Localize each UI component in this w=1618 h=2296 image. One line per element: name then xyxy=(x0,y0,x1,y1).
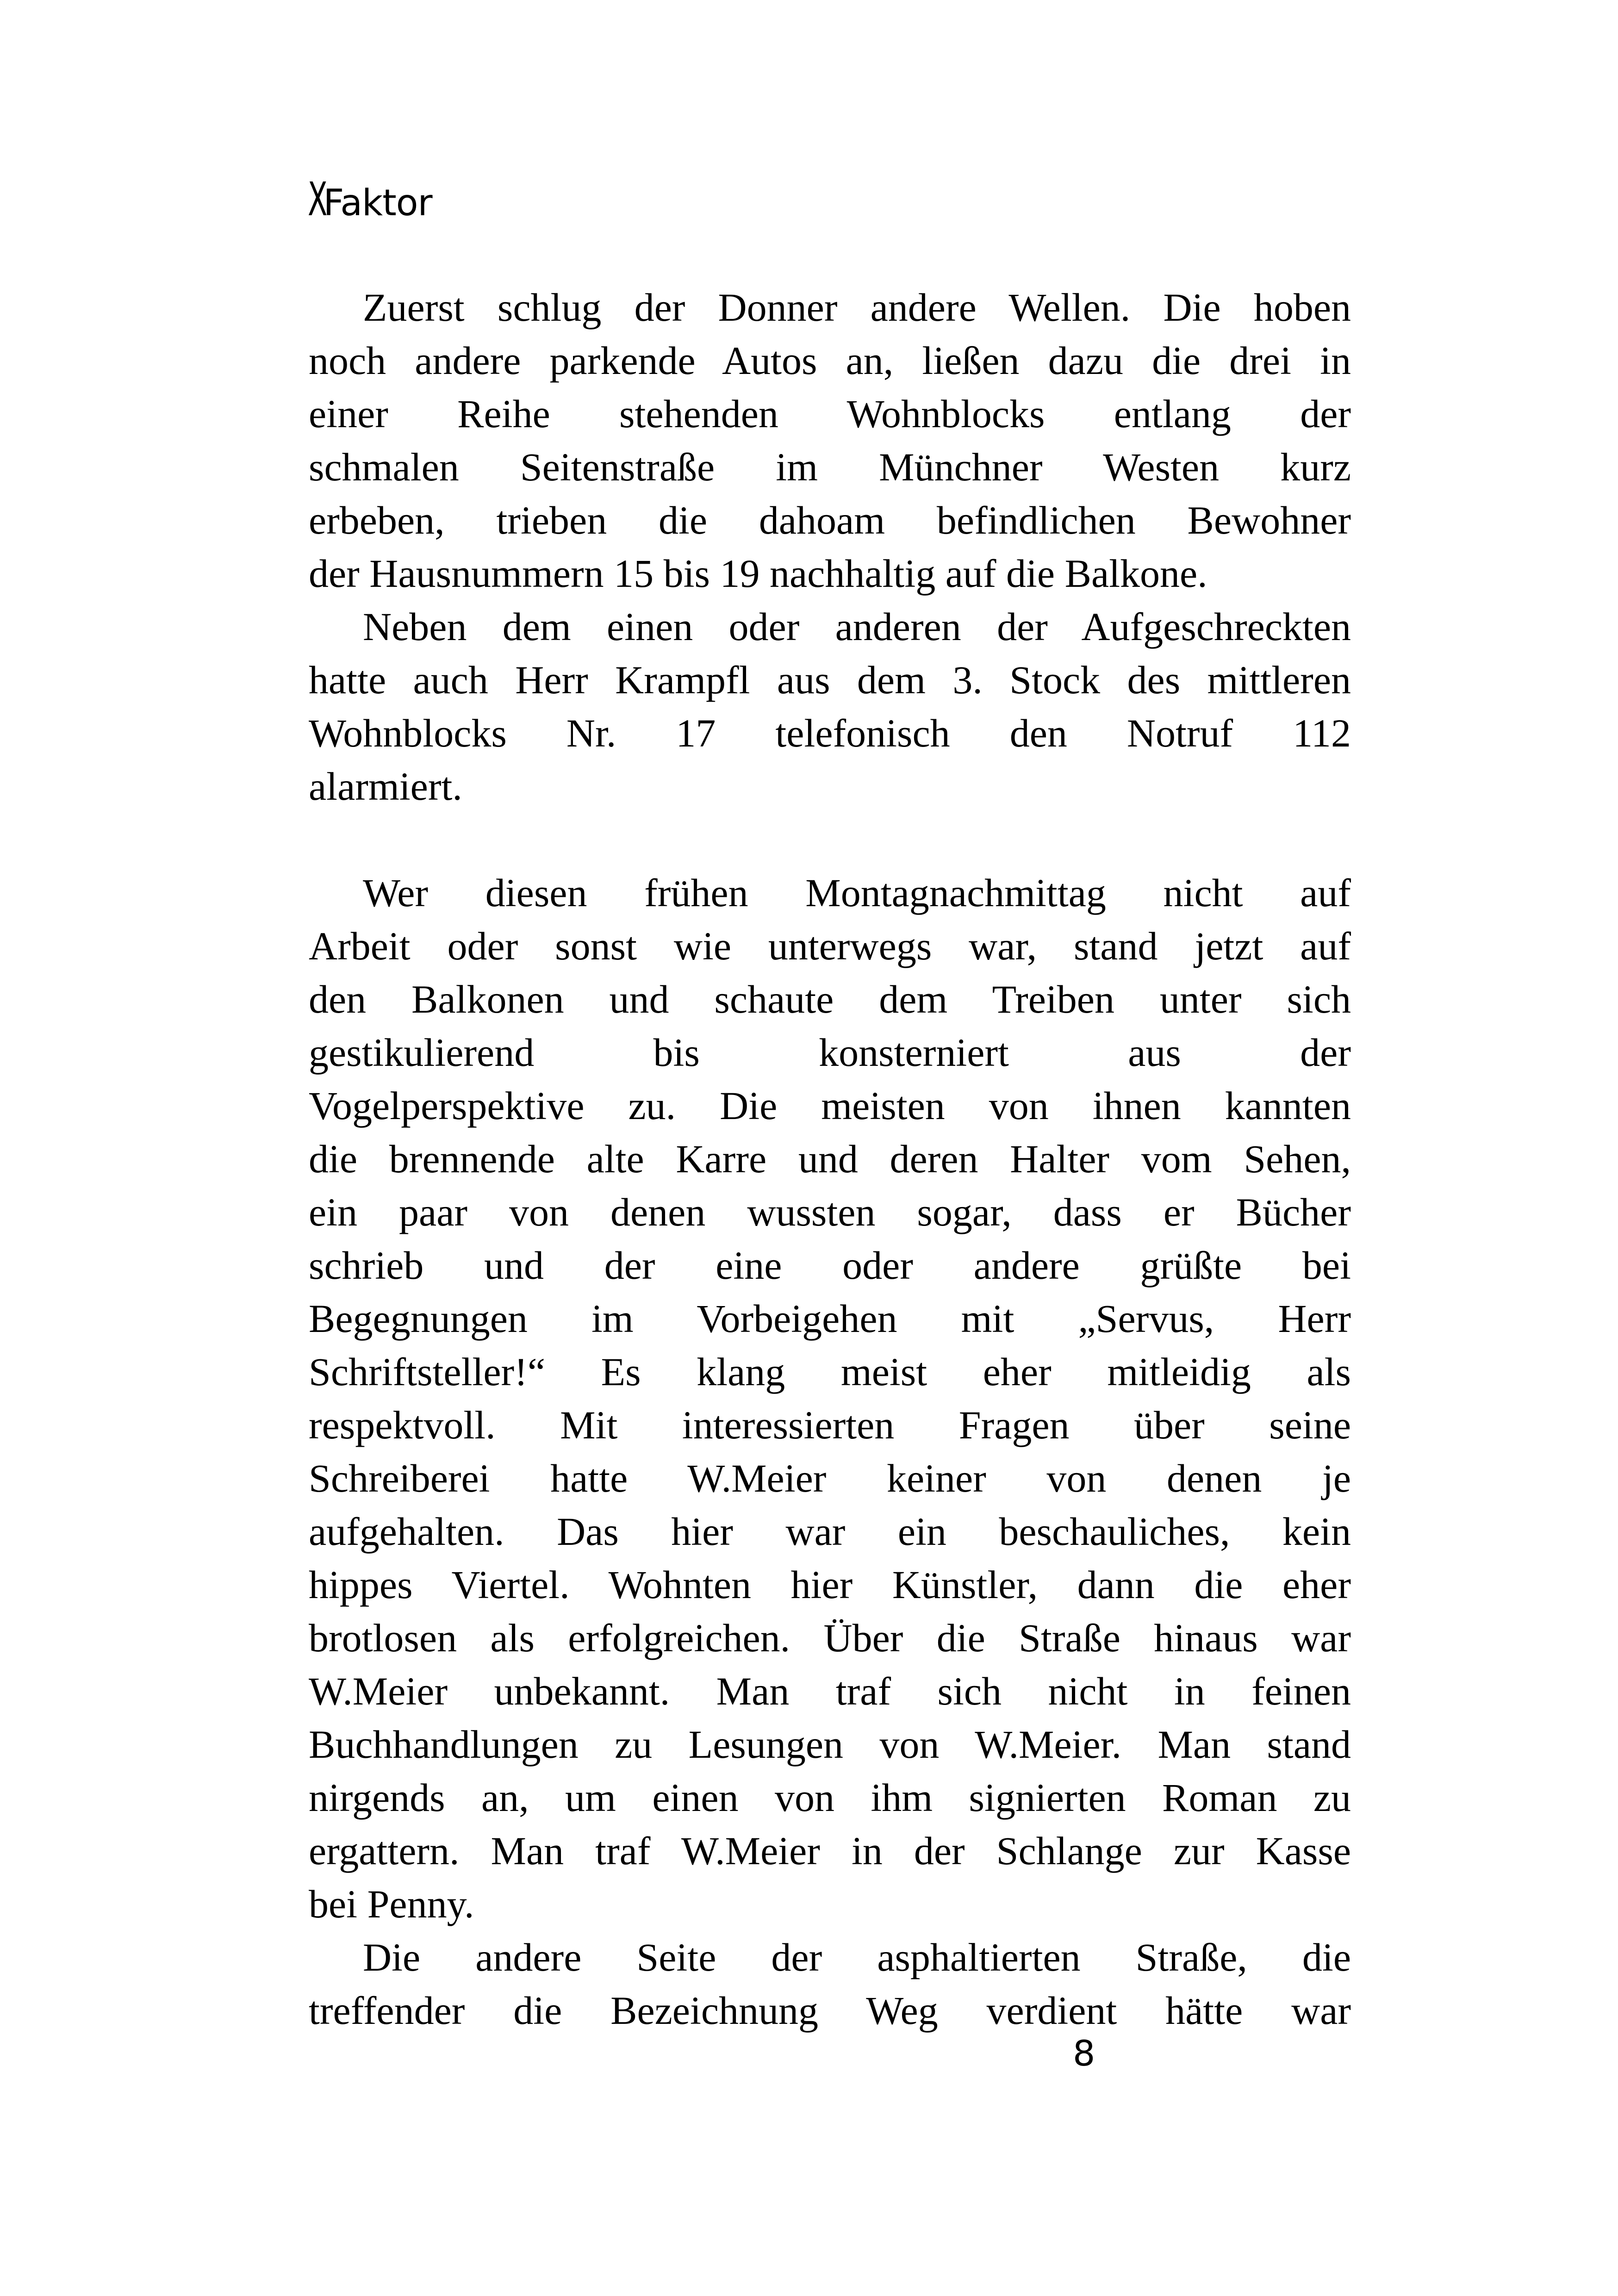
text-line: Begegnungen im Vorbeigehen mit „Servus, Herr xyxy=(309,1296,1351,1341)
paragraph-1 xyxy=(309,281,1351,600)
text-line: schrieb und der eine oder andere grüßte bei xyxy=(309,1243,1351,1288)
section-break xyxy=(309,813,1351,866)
text-line: treffender die Bezeichnung Weg verdient hätte war xyxy=(309,1988,1351,2033)
text-line: hippes Viertel. Wohnten hier Künstler, dann die eher xyxy=(309,1562,1351,1607)
text-line: respektvoll. Mit interessierten Fragen über seine xyxy=(309,1403,1351,1447)
text-line: hatte auch Herr Krampfl aus dem 3. Stock des mittleren xyxy=(309,658,1351,702)
text-line: nirgends an, um einen von ihm signierten Roman zu xyxy=(309,1775,1351,1820)
text-line: den Balkonen und schaute dem Treiben unter sich xyxy=(309,977,1351,1021)
text-line: Wohnblocks Nr. 17 telefonisch den Notruf 112 xyxy=(309,711,1351,755)
text-line: ein paar von denen wussten sogar, dass er Bücher xyxy=(309,1190,1351,1234)
text-line: Vogelperspektive zu. Die meisten von ihnen kannten xyxy=(309,1083,1351,1128)
text-line: Schriftsteller!“ Es klang meist eher mitleidig als xyxy=(309,1350,1351,1394)
header-logo-x: X xyxy=(308,172,327,226)
paragraph-3 xyxy=(309,866,1351,1931)
text-line: ergattern. Man traf W.Meier in der Schlange zur Kasse xyxy=(309,1829,1351,1873)
running-header xyxy=(308,172,432,226)
header-title: Faktor xyxy=(323,182,432,224)
body-text xyxy=(309,281,1351,2037)
text-line: Wer diesen frühen Montagnachmittag nicht auf xyxy=(363,871,1351,915)
text-line: schmalen Seitenstraße im Münchner Westen kurz xyxy=(309,445,1351,489)
text-line: Schreiberei hatte W.Meier keiner von denen je xyxy=(309,1456,1351,1500)
text-line: brotlosen als erfolgreichen. Über die Straße hinaus war xyxy=(309,1616,1351,1660)
text-line: Neben dem einen oder anderen der Aufgeschreckten xyxy=(363,604,1351,649)
text-line: die brennende alte Karre und deren Halter vom Sehen, xyxy=(309,1137,1351,1181)
text-line: bei Penny. xyxy=(309,1882,474,1926)
text-line: der Hausnummern 15 bis 19 nachhaltig auf die Balkone. xyxy=(309,551,1207,596)
text-line: alarmiert. xyxy=(309,764,462,809)
page-number: 8 xyxy=(1073,2033,1095,2074)
text-line: gestikulierend bis konsterniert aus der xyxy=(309,1030,1351,1075)
text-line: Die andere Seite der asphaltierten Straße, die xyxy=(363,1935,1351,1979)
text-line: erbeben, trieben die dahoam befindlichen Bewohner xyxy=(309,498,1351,542)
text-line: noch andere parkende Autos an, ließen dazu die drei in xyxy=(309,338,1351,383)
paragraph-2 xyxy=(309,600,1351,813)
text-line: einer Reihe stehenden Wohnblocks entlang der xyxy=(309,392,1351,436)
text-line: aufgehalten. Das hier war ein beschauliches, kein xyxy=(309,1509,1351,1554)
text-line: Zuerst schlug der Donner andere Wellen. Die hoben xyxy=(363,285,1351,330)
text-line: Arbeit oder sonst wie unterwegs war, stand jetzt auf xyxy=(309,924,1351,968)
paragraph-4 xyxy=(309,1931,1351,2037)
text-line: W.Meier unbekannt. Man traf sich nicht in feinen xyxy=(309,1669,1351,1713)
text-line: Buchhandlungen zu Lesungen von W.Meier. Man stand xyxy=(309,1722,1351,1767)
